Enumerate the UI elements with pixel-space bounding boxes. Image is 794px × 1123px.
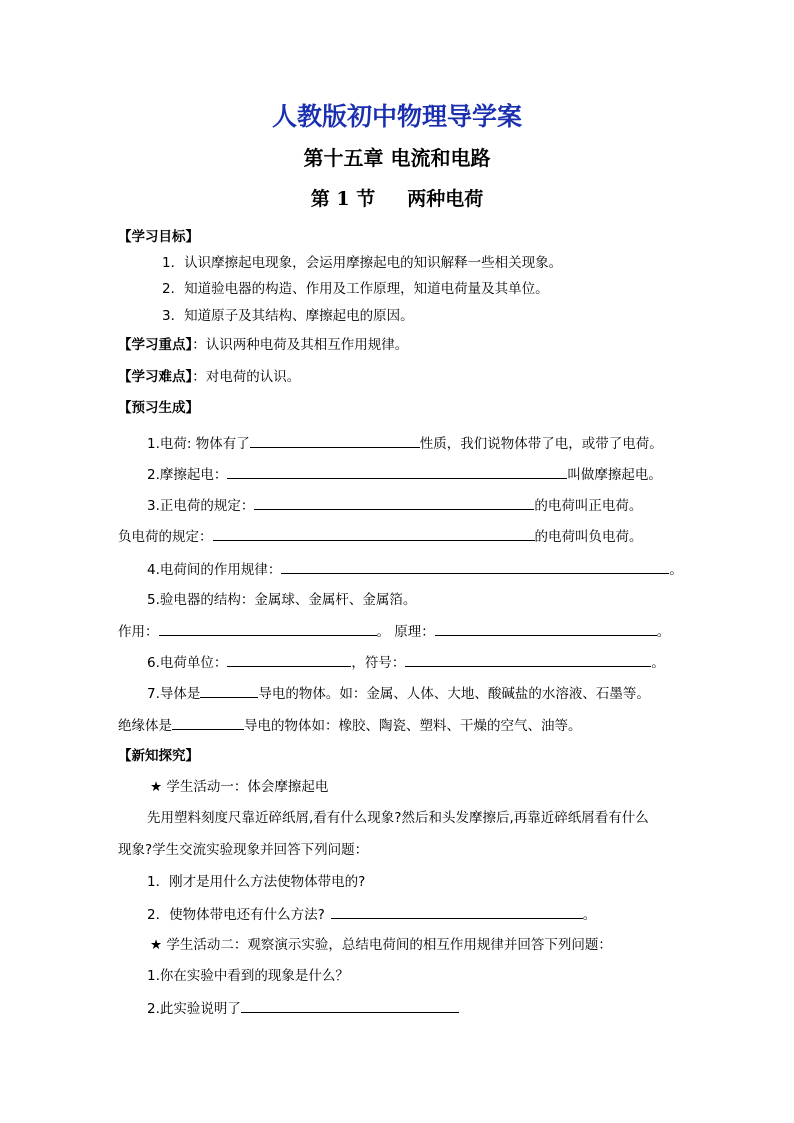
q4-suffix: 。 bbox=[669, 562, 683, 578]
q5b-blank-function[interactable] bbox=[159, 621, 377, 636]
activity-two-question-2 bbox=[147, 998, 459, 1019]
q6-middle: ，符号： bbox=[351, 655, 406, 671]
q5b-prefix: 作用： bbox=[118, 624, 159, 640]
explore-header: 【新知探究】 bbox=[118, 748, 199, 764]
objective-item: 3．知道原子及其结构、摩擦起电的原因。 bbox=[162, 308, 414, 324]
section-number: 第 1 节 bbox=[310, 188, 376, 210]
key-point-text: ：认识两种电荷及其相互作用规律。 bbox=[192, 337, 409, 353]
preview-q1 bbox=[147, 433, 663, 454]
key-point-header: 【学习重点】 bbox=[118, 337, 193, 353]
activity-two-title: ★ 学生活动二：观察演示实验，总结电荷间的相互作用规律并回答下列问题： bbox=[150, 937, 612, 953]
activity-one-question-2 bbox=[147, 904, 596, 925]
difficulty-text: ：对电荷的认识。 bbox=[192, 369, 301, 385]
q7-prefix: 7.导体是 bbox=[147, 686, 201, 702]
q5b-blank-principle[interactable] bbox=[435, 621, 657, 636]
preview-q6 bbox=[147, 652, 665, 673]
q3-prefix: 3.正电荷的规定： bbox=[147, 498, 255, 514]
q7b-blank[interactable] bbox=[172, 715, 244, 730]
q3b-prefix: 负电荷的规定： bbox=[118, 529, 213, 545]
activity-one-title: ★ 学生活动一：体会摩擦起电 bbox=[150, 779, 329, 795]
q6-suffix: 。 bbox=[651, 655, 665, 671]
activity-one-question-1: 1．刚才是用什么方法使物体带电的? bbox=[147, 874, 366, 890]
q1-blank[interactable] bbox=[250, 433, 420, 448]
q3-suffix: 的电荷叫正电荷。 bbox=[534, 498, 643, 514]
a2q2-prefix: 2.此实验说明了 bbox=[147, 1001, 241, 1017]
q6-prefix: 6.电荷单位： bbox=[147, 655, 228, 671]
q5b-suffix: 。 bbox=[656, 624, 671, 640]
q2-blank[interactable] bbox=[227, 464, 567, 479]
a1q2-blank[interactable] bbox=[331, 904, 583, 919]
q6-blank-symbol[interactable] bbox=[405, 652, 651, 667]
q7b-prefix: 绝缘体是 bbox=[118, 718, 172, 734]
q2-suffix: 叫做摩擦起电。 bbox=[567, 467, 662, 483]
preview-q7 bbox=[147, 683, 650, 704]
q5b-middle: 。 原理： bbox=[376, 624, 435, 640]
activity-one-paragraph: 先用塑料刻度尺靠近碎纸屑,看有什么现象?然后和头发摩擦后,再靠近碎纸屑看有什么 bbox=[147, 810, 649, 826]
preview-header: 【预习生成】 bbox=[118, 400, 199, 416]
section-name: 两种电荷 bbox=[407, 188, 484, 210]
key-point bbox=[118, 335, 408, 355]
document-title: 人教版初中物理导学案 bbox=[271, 102, 522, 131]
a1q2-suffix: 。 bbox=[582, 907, 597, 923]
objectives-header: 【学习目标】 bbox=[118, 229, 199, 245]
q7b-suffix: 导电的物体如：橡胶、陶瓷、塑料、干燥的空气、油等。 bbox=[244, 718, 582, 734]
section-title bbox=[0, 185, 794, 213]
difficulty-header: 【学习难点】 bbox=[118, 369, 193, 385]
q4-blank[interactable] bbox=[281, 559, 669, 574]
chapter-title: 第十五章 电流和电路 bbox=[303, 146, 491, 170]
activity-two-question-1: 1.你在实验中看到的现象是什么？ bbox=[147, 968, 349, 984]
preview-q5: 5.验电器的结构：金属球、金属杆、金属箔。 bbox=[147, 592, 417, 608]
q3b-suffix: 的电荷叫负电荷。 bbox=[534, 529, 643, 545]
q2-prefix: 2.摩擦起电： bbox=[147, 467, 228, 483]
q1-prefix: 1.电荷: 物体有了 bbox=[147, 436, 250, 452]
objective-item: 2．知道验电器的构造、作用及工作原理，知道电荷量及其单位。 bbox=[162, 281, 549, 297]
q4-prefix: 4.电荷间的作用规律： bbox=[147, 562, 282, 578]
a1q2-prefix: 2．使物体带电还有什么方法? bbox=[147, 907, 325, 923]
preview-q3 bbox=[147, 495, 642, 516]
preview-q3b bbox=[118, 526, 643, 547]
q1-suffix: 性质，我们说物体带了电，或带了电荷。 bbox=[419, 436, 663, 452]
preview-q7b bbox=[118, 715, 582, 736]
activity-one-paragraph-cont: 现象?学生交流实验现象并回答下列问题： bbox=[118, 842, 369, 858]
difficulty bbox=[118, 367, 300, 387]
objective-item: 1．认识摩擦起电现象，会运用摩擦起电的知识解释一些相关现象。 bbox=[162, 255, 563, 271]
a2q2-blank[interactable] bbox=[241, 998, 459, 1013]
q3b-blank[interactable] bbox=[213, 526, 535, 541]
q7-blank[interactable] bbox=[200, 683, 258, 698]
preview-q4 bbox=[147, 559, 683, 580]
q6-blank-unit[interactable] bbox=[227, 652, 351, 667]
q3-blank[interactable] bbox=[254, 495, 534, 510]
preview-q5b bbox=[118, 621, 670, 642]
preview-q2 bbox=[147, 464, 662, 485]
q7-suffix: 导电的物体。如：金属、人体、大地、酸碱盐的水溶液、石墨等。 bbox=[258, 686, 650, 702]
